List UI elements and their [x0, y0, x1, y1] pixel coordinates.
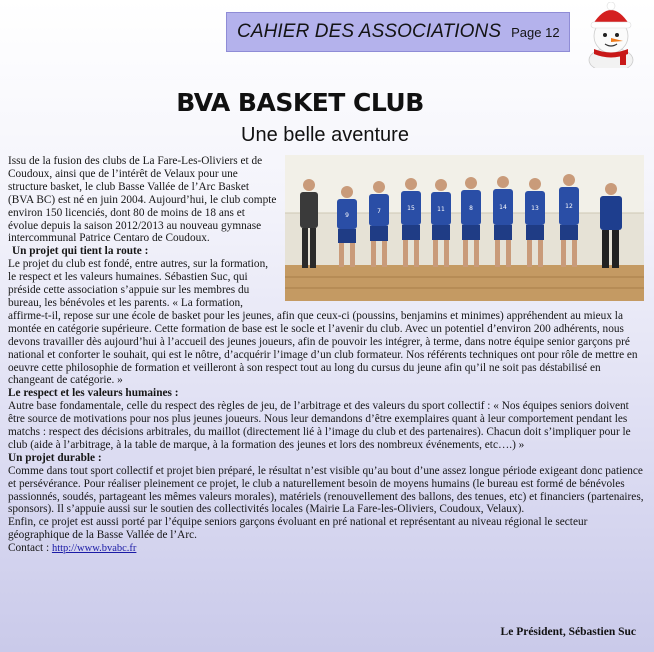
- signature: Le Président, Sébastien Suc: [500, 626, 636, 638]
- section-paragraph: Le projet du club est fondé, entre autres, sur la formation, le respect et les valeurs humaines. Sébastien Suc, qui préside cette association s’appuie sur les membres du bureau, les bénévoles et les parents. « La formation, affirme-t-il, repose sur une école de basket pour les jeunes, afin que ceux-ci (poussins, benjamins et minimes) appréhendent au mieux la montée en catégorie supérieure. Cette formation de base est le socle et l’avenir du club. Avec un potentiel d’environ 200 adhérents, nous devons travailler dès aujourd’hui à l’accueil des jeunes joueurs, afin de pouvoir les intégrer, à terme, dans notre équipe senior garçons pré national et conforter le souhait, qui est le nôtre, d’acquérir l’image d’un club formateur. Nos référents techniques ont pour rôle de mettre en oeuvre cette philosophie de formation et veilleront à son respect tout au long du cursus du jeune afin qu’il ne soit pas déstabilisé en changeant de catégorie. »: [8, 258, 638, 387]
- jersey-number: 14: [499, 204, 507, 211]
- section-heading: Un projet durable :: [8, 451, 102, 464]
- article-subtitle: Une belle aventure: [241, 124, 409, 146]
- intro-paragraph: Issu de la fusion des clubs de La Fare-Les-Oliviers et de Coudoux, ainsi que de l’intérêt de Velaux pour une structure basket, le club Basse Vallée de l’Arc Basket (BVA BC) est né en juin 2004. Aujourd’hui, le club compte environ 150 licenciés, dont 80 de moins de 18 ans et évolue depuis la saison 2012/2013 au nouveau gymnase intercommunal Patrice Centaro de Coudoux.: [8, 155, 277, 245]
- jersey-number: 13: [531, 205, 539, 212]
- header-banner: [226, 12, 570, 52]
- snowman-icon: [576, 2, 646, 68]
- section-paragraph: Comme dans tout sport collectif et projet bien préparé, le résultat n’est visible qu’au bout d’une assez longue période exigeant donc patience et persévérance. Pour réaliser pleinement ce projet, le club a naturellement besoin de moyens humains (le bureau est formé de bénévoles passionnés, soudés, partageant les mêmes valeurs morales), matériels (renouvellement des ballons, des tenues, etc) et financiers (partenaires, sponsors). Il s’appuie aussi sur le soutien des collectivités locales (Mairie La Fare-les-Oliviers, Coudoux, Velaux).: [8, 464, 644, 516]
- section-title: CAHIER DES ASSOCIATIONS: [237, 21, 502, 42]
- section-heading: Le respect et les valeurs humaines :: [8, 387, 179, 400]
- jersey-number: 15: [407, 205, 415, 212]
- website-link[interactable]: http://www.bvabc.fr: [51, 543, 137, 555]
- article-title: BVA BASKET CLUB: [176, 88, 424, 117]
- contact-line: [8, 542, 644, 556]
- jersey-number: 9: [345, 212, 349, 219]
- section-heading: Un projet qui tient la route :: [12, 245, 149, 258]
- contact-label: Contact :: [8, 542, 52, 555]
- jersey-number: 8: [469, 205, 473, 212]
- article-body: [8, 155, 644, 556]
- page-number: Page 12: [511, 24, 560, 40]
- section-paragraph: Enfin, ce projet est aussi porté par l’équipe seniors garçons évoluant en pré national et représentant au niveau régional le secteur géographique de la Basse Vallée de l’Arc.: [8, 516, 588, 542]
- section-paragraph: Autre base fondamentale, celle du respect des règles de jeu, de l’arbitrage et des valeurs du sport collectif : « Nos équipes seniors doivent être source de motivations pour nos plus jeunes joueurs. Nous leur demandons d’être exemplaires quant à leur comportement pendant les matchs : respect des décisions arbitrales, du maillot (directement lié à l’image du club et des partenaires). Chacun doit s’impliquer pour le club (aide à l’arbitrage, à la table de marque, à la formation des jeunes et lors des nombreux événements, etc….) »: [8, 400, 631, 451]
- team-photo: [285, 155, 644, 301]
- jersey-number: 11: [437, 206, 445, 213]
- jersey-number: 7: [377, 208, 381, 215]
- jersey-number: 12: [565, 203, 573, 210]
